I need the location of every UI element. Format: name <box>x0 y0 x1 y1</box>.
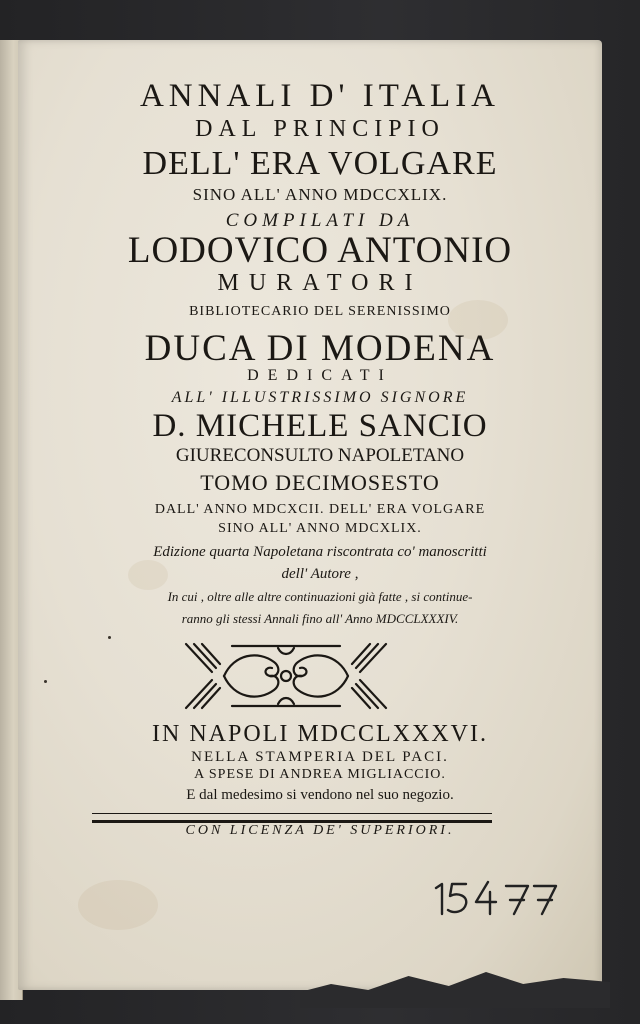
dedicatee-name: D. MICHELE SANCIO <box>152 408 488 444</box>
dedicatee-title: GIURECONSULTO NAPOLETANO <box>175 445 465 466</box>
license-line: CON LICENZA DE' SUPERIORI. <box>185 823 455 838</box>
edition-note: Edizione quarta Napoletana riscontrata co' manoscritti <box>153 544 487 560</box>
author-surname: MURATORI <box>217 270 423 296</box>
continuation-note-1: In cui , oltre alle altre continuazioni già fatte , si continue- <box>167 589 473 604</box>
printers-ornament <box>182 640 390 712</box>
continuation-note-2: ranno gli stessi Annali fino all' Anno MDCCLXXXIV. <box>181 611 459 626</box>
volume-number: TOMO DECIMOSESTO <box>200 470 440 495</box>
title-line-duca: DUCA DI MODENA <box>144 328 496 369</box>
ink-speck <box>44 680 47 683</box>
title-line-era-volgare: DELL' ERA VOLGARE <box>142 145 498 182</box>
imprint-printer: NELLA STAMPERIA DEL PACI. <box>191 749 449 765</box>
title-line-illustrissimo: ALL' ILLUSTRISSIMO SIGNORE <box>171 389 469 406</box>
imprint-shop-note: E dal medesimo si vendono nel suo negozio. <box>186 787 454 803</box>
title-line-compilati: COMPILATI DA <box>225 210 415 231</box>
ink-speck <box>108 636 111 639</box>
title-line-dedicati: DEDICATI <box>247 367 393 384</box>
paper-stain <box>78 880 158 930</box>
volume-range-end: SINO ALL' ANNO MDCXLIX. <box>218 521 422 536</box>
imprint-rule <box>92 813 492 823</box>
edition-note-author: dell' Autore , <box>281 566 359 582</box>
imprint-publisher: A SPESE DI ANDREA MIGLIACCIO. <box>194 767 446 782</box>
title-line-principio: DAL PRINCIPIO <box>195 116 445 142</box>
title-line-sino-anno: SINO ALL' ANNO MDCCXLIX. <box>192 185 448 204</box>
imprint-city-year: IN NAPOLI MDCCLXXXVI. <box>152 721 488 747</box>
author-title: BIBLIOTECARIO DEL SERENISSIMO <box>189 304 451 319</box>
title-line-annali: ANNALI D' ITALIA <box>139 78 501 114</box>
volume-range-start: DALL' ANNO MDCXCII. DELL' ERA VOLGARE <box>154 502 486 517</box>
handwritten-shelf-number <box>430 878 560 918</box>
author-first-names: LODOVICO ANTONIO <box>127 230 513 271</box>
